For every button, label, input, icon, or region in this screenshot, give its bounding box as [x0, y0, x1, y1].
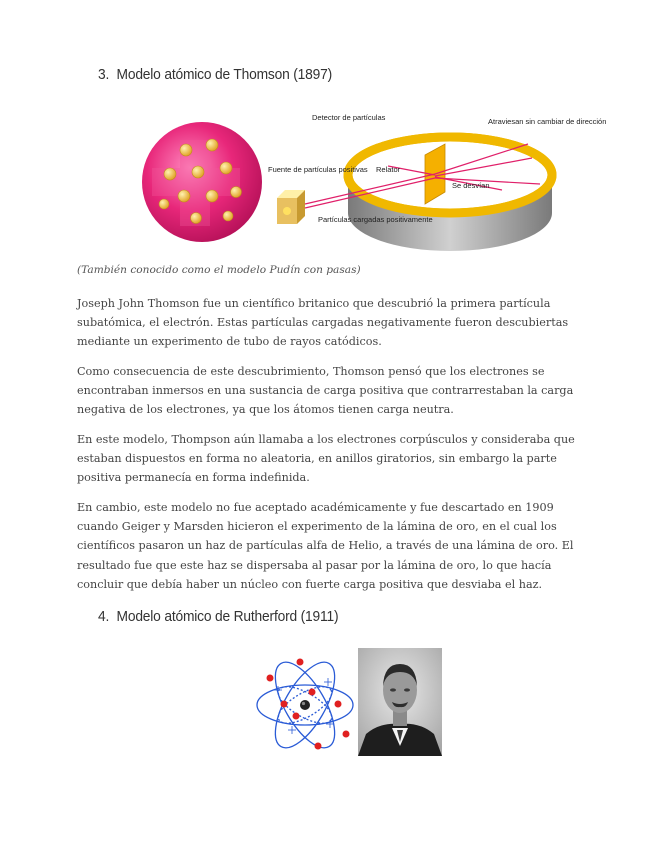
label-foil: Relator [376, 165, 401, 174]
paragraph-4: En cambio, este modelo no fue aceptado académicamente y fue descartado en 1909 cuando Geiger y Marsden hicieron el experimento de la lámina de oro, en el cual los científicos pasaron un haz de partículas alfa de Helio, a través de una lámina de oro. El resultado fue que este haz se dispersaba al pasar por la lámina de oro, lo que hacía concluir que debía haber un núcleo con fuerte carga positiva que desviaba el haz. [77, 501, 574, 591]
paragraph-2: Como consecuencia de este descubrimiento, Thomson pensó que los electrones se encontraban inmersos en una sustancia de carga positiva que contrarrestaban la carga negativa de los electrones, ya que los átomos tienen carga neutra. [77, 365, 574, 417]
particle-source-cube [277, 190, 305, 224]
thomson-model-figure [140, 100, 607, 250]
plum-pudding-sphere [142, 122, 262, 242]
section-title: Modelo atómico de Thomson (1897) [116, 66, 333, 83]
label-source: Fuente de partículas positivas [268, 165, 368, 174]
label-detector: Detector de partículas [312, 113, 386, 122]
rutherford-atom-image [254, 652, 356, 758]
section-4-heading [98, 608, 338, 625]
section-number: 4. [98, 608, 110, 625]
rutherford-portrait [358, 648, 442, 756]
detector-ring [348, 137, 552, 251]
label-particles: Partículas cargadas positivamente [318, 215, 433, 224]
section-3-heading [98, 66, 332, 83]
section-title: Modelo atómico de Rutherford (1911) [116, 608, 339, 625]
paragraph-3: En este modelo, Thompson aún llamaba a los electrones corpúsculos y consideraba que estaban dispuestos en forma no aleatoria, en anillos giratorios, sin embargo la parte positiva permanecía en forma indefinida. [77, 433, 575, 485]
section-number: 3. [98, 66, 110, 83]
figure-caption: (También conocido como el modelo Pudín con pasas) [77, 264, 361, 276]
label-passing: Atraviesan sin cambiar de dirección [488, 117, 607, 126]
paragraph-1: Joseph John Thomson fue un científico britanico que descubrió la primera partícula subatómica, el electrón. Estas partículas cargadas negativamente fueron descubiertas mediante un experimento de tubo de rayos catódicos. [77, 297, 569, 349]
label-deflected: Se desvían [452, 181, 490, 190]
